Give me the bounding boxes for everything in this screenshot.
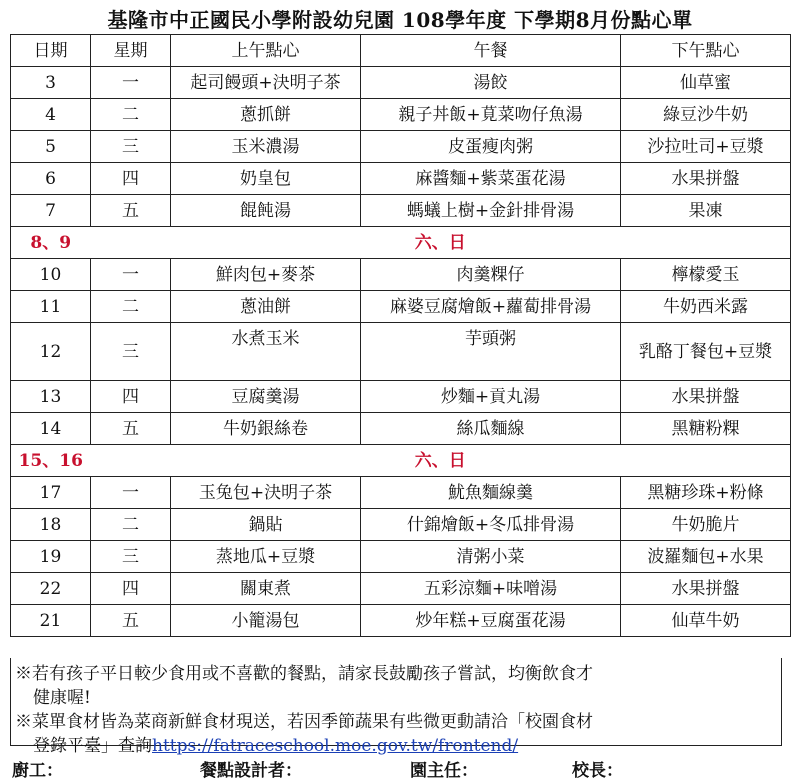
table-row: [11, 323, 791, 381]
table-row: [11, 163, 791, 195]
weekday-cell: 二: [91, 509, 171, 541]
lunch-cell: 肉羹粿仔: [361, 259, 621, 291]
table-row: [11, 131, 791, 163]
holiday-row: [11, 445, 791, 477]
note-1: [15, 662, 777, 686]
morning-snack-cell: 水煮玉米: [171, 323, 361, 381]
header-morning-snack: 上午點心: [171, 35, 361, 67]
weekday-cell: 四: [91, 381, 171, 413]
holiday-row: [11, 227, 791, 259]
weekday-cell: 一: [91, 67, 171, 99]
page-title: 基隆市中正國民小學附設幼兒園 108學年度 下學期8月份點心單: [107, 8, 693, 32]
holiday-label: 六、日: [91, 445, 791, 477]
table-row: [11, 605, 791, 637]
weekday-cell: 一: [91, 259, 171, 291]
table-row: [11, 291, 791, 323]
lunch-cell: 芋頭粥: [361, 323, 621, 381]
snack-menu-table: [10, 34, 791, 637]
morning-snack-cell: 蒸地瓜+豆漿: [171, 541, 361, 573]
lunch-cell: 清粥小菜: [361, 541, 621, 573]
afternoon-snack-cell: 水果拼盤: [621, 381, 791, 413]
date-cell: 4: [11, 99, 91, 131]
date-cell: 7: [11, 195, 91, 227]
signature-footer: [12, 754, 788, 780]
weekday-cell: 一: [91, 477, 171, 509]
morning-snack-cell: 蔥抓餅: [171, 99, 361, 131]
notes-section: [10, 658, 782, 756]
header-afternoon-snack: 下午點心: [621, 35, 791, 67]
morning-snack-cell: 蔥油餅: [171, 291, 361, 323]
morning-snack-cell: 鍋貼: [171, 509, 361, 541]
afternoon-snack-cell: 仙草牛奶: [621, 605, 791, 637]
lunch-cell: 什錦燴飯+冬瓜排骨湯: [361, 509, 621, 541]
weekday-cell: 四: [91, 163, 171, 195]
afternoon-snack-cell: 沙拉吐司+豆漿: [621, 131, 791, 163]
lunch-cell: 五彩涼麵+味噌湯: [361, 573, 621, 605]
morning-snack-cell: 關東煮: [171, 573, 361, 605]
header-row: [11, 35, 791, 67]
header-lunch: 午餐: [361, 35, 621, 67]
weekday-cell: 三: [91, 131, 171, 163]
note-2: [15, 710, 777, 734]
afternoon-snack-cell: 仙草蜜: [621, 67, 791, 99]
date-cell: 10: [11, 259, 91, 291]
table-row: [11, 573, 791, 605]
date-cell: 22: [11, 573, 91, 605]
table-row: [11, 195, 791, 227]
lunch-cell: 魷魚麵線羹: [361, 477, 621, 509]
morning-snack-cell: 豆腐羹湯: [171, 381, 361, 413]
lunch-cell: 親子丼飯+莧菜吻仔魚湯: [361, 99, 621, 131]
morning-snack-cell: 牛奶銀絲卷: [171, 413, 361, 445]
morning-snack-cell: 小籠湯包: [171, 605, 361, 637]
note-2-line-1: ※菜單食材皆為菜商新鮮食材現送，若因季節蔬果有些微更動請洽「校園食材: [15, 712, 593, 732]
lunch-cell: 湯餃: [361, 67, 621, 99]
date-cell: 17: [11, 477, 91, 509]
date-cell: 5: [11, 131, 91, 163]
lunch-cell: 炒麵+貢丸湯: [361, 381, 621, 413]
header-date: 日期: [11, 35, 91, 67]
weekday-cell: 五: [91, 605, 171, 637]
table-row: [11, 477, 791, 509]
note-1-cont: [15, 686, 777, 710]
weekday-cell: 四: [91, 573, 171, 605]
morning-snack-cell: 玉米濃湯: [171, 131, 361, 163]
lunch-cell: 麻婆豆腐燴飯+蘿蔔排骨湯: [361, 291, 621, 323]
afternoon-snack-cell: 檸檬愛玉: [621, 259, 791, 291]
note-2-line-2: 登錄平臺」查詢: [33, 736, 152, 756]
date-cell: 13: [11, 381, 91, 413]
table-row: [11, 381, 791, 413]
lunch-cell: 螞蟻上樹+金針排骨湯: [361, 195, 621, 227]
food-registry-link[interactable]: https://fatraceschool.moe.gov.tw/frontend/: [152, 736, 519, 756]
table-row: [11, 67, 791, 99]
date-cell: 11: [11, 291, 91, 323]
date-cell: 12: [11, 323, 91, 381]
afternoon-snack-cell: 牛奶脆片: [621, 509, 791, 541]
weekday-cell: 二: [91, 291, 171, 323]
afternoon-snack-cell: 水果拼盤: [621, 573, 791, 605]
afternoon-snack-cell: 綠豆沙牛奶: [621, 99, 791, 131]
weekday-cell: 五: [91, 413, 171, 445]
lunch-cell: 皮蛋瘦肉粥: [361, 131, 621, 163]
morning-snack-cell: 玉兔包+決明子茶: [171, 477, 361, 509]
afternoon-snack-cell: 黑糖珍珠+粉條: [621, 477, 791, 509]
weekday-cell: 二: [91, 99, 171, 131]
principal-signature-label: 校長：: [572, 761, 623, 781]
weekday-cell: 五: [91, 195, 171, 227]
table-row: [11, 509, 791, 541]
date-cell: 14: [11, 413, 91, 445]
morning-snack-cell: 奶皇包: [171, 163, 361, 195]
date-cell: 6: [11, 163, 91, 195]
afternoon-snack-cell: 水果拼盤: [621, 163, 791, 195]
afternoon-snack-cell: 乳酪丁餐包+豆漿: [621, 323, 791, 381]
date-cell: 21: [11, 605, 91, 637]
date-cell: 19: [11, 541, 91, 573]
morning-snack-cell: 餛飩湯: [171, 195, 361, 227]
afternoon-snack-cell: 牛奶西米露: [621, 291, 791, 323]
weekday-cell: 三: [91, 541, 171, 573]
table-row: [11, 99, 791, 131]
note-1-line-1: ※若有孩子平日較少食用或不喜歡的餐點，請家長鼓勵孩子嘗試，均衡飲食才: [15, 664, 593, 684]
afternoon-snack-cell: 黑糖粉粿: [621, 413, 791, 445]
morning-snack-cell: 鮮肉包+麥茶: [171, 259, 361, 291]
table-row: [11, 259, 791, 291]
lunch-cell: 絲瓜麵線: [361, 413, 621, 445]
weekday-cell: 三: [91, 323, 171, 381]
header-weekday: 星期: [91, 35, 171, 67]
designer-signature-label: 餐點設計者：: [200, 761, 302, 781]
director-signature-label: 園主任：: [410, 761, 478, 781]
morning-snack-cell: 起司饅頭+決明子茶: [171, 67, 361, 99]
afternoon-snack-cell: 果凍: [621, 195, 791, 227]
cook-signature-label: 廚工：: [12, 761, 63, 781]
table-row: [11, 541, 791, 573]
holiday-label: 六、日: [91, 227, 791, 259]
date-cell: 3: [11, 67, 91, 99]
date-cell: 18: [11, 509, 91, 541]
table-row: [11, 413, 791, 445]
lunch-cell: 麻醬麵+紫菜蛋花湯: [361, 163, 621, 195]
lunch-cell: 炒年糕+豆腐蛋花湯: [361, 605, 621, 637]
afternoon-snack-cell: 波羅麵包+水果: [621, 541, 791, 573]
holiday-dates: 15、16: [11, 445, 91, 477]
holiday-dates: 8、9: [11, 227, 91, 259]
note-1-line-2: 健康喔!: [33, 688, 91, 708]
